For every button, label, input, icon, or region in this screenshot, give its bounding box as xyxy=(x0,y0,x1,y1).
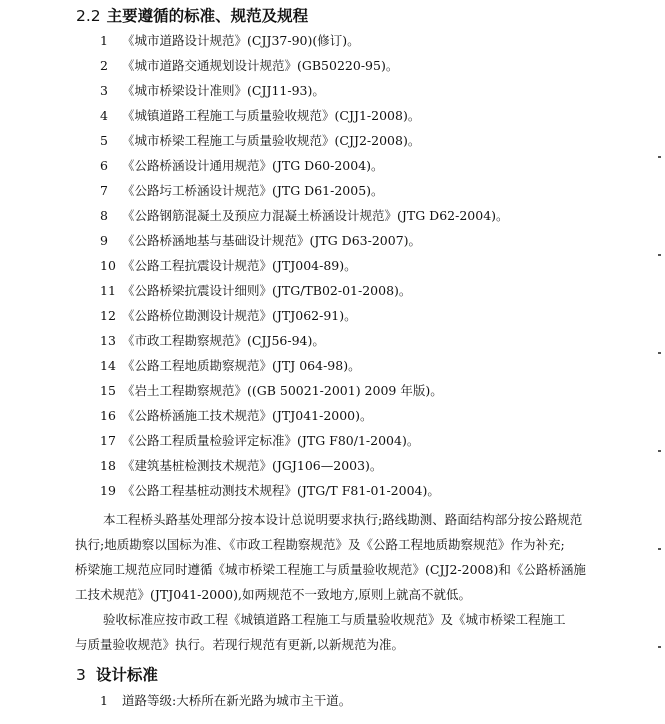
item-number: 12 xyxy=(100,308,116,323)
reference-item xyxy=(100,431,419,451)
item-number: 6 xyxy=(100,158,108,173)
item-number: 4 xyxy=(100,108,108,123)
margin-mark xyxy=(658,646,661,648)
item-number: 10 xyxy=(100,258,116,273)
item-text: 《公路桥涵施工技术规范》(JTJ041-2000)。 xyxy=(122,408,373,423)
paragraph-line: 验收标准应按市政工程《城镇道路工程施工与质量验收规范》及《城市桥梁工程施工 xyxy=(103,612,566,627)
item-number: 8 xyxy=(100,208,108,223)
reference-item xyxy=(100,131,420,151)
item-text: 《公路桥梁抗震设计细则》(JTG/TB02-01-2008)。 xyxy=(122,283,412,298)
section-number: 2.2 xyxy=(76,7,101,25)
item-number: 7 xyxy=(100,183,108,198)
reference-item xyxy=(100,306,357,326)
item-number: 14 xyxy=(100,358,116,373)
item-text: 《城市桥梁设计准则》(CJJ11-93)。 xyxy=(122,83,325,98)
margin-mark xyxy=(658,548,661,550)
reference-item xyxy=(100,106,420,126)
reference-item xyxy=(100,281,411,301)
item-text: 《公路钢筋混凝土及预应力混凝土桥涵设计规范》(JTG D62-2004)。 xyxy=(122,208,509,223)
item-text: 《建筑基桩检测技术规范》(JGJ106—2003)。 xyxy=(122,458,383,473)
reference-item xyxy=(100,206,509,226)
section-number: 3 xyxy=(76,666,86,684)
paragraph-line: 与质量验收规范》执行。若现行规范有更新,以新规范为准。 xyxy=(75,637,404,652)
item-number: 13 xyxy=(100,333,116,348)
item-number: 5 xyxy=(100,133,108,148)
margin-mark xyxy=(658,254,661,256)
item-text: 《市政工程勘察规范》(CJJ56-94)。 xyxy=(122,333,325,348)
item-number: 1 xyxy=(100,693,108,708)
paragraph-line: 执行;地质勘察以国标为准、《市政工程勘察规范》及《公路工程地质勘察规范》作为补充; xyxy=(75,537,565,552)
paragraph-line: 工技术规范》(JTJ041-2000),如两规范不一致地方,原则上就高不就低。 xyxy=(75,587,471,602)
item-number: 1 xyxy=(100,33,108,48)
paragraph-acceptance xyxy=(75,607,600,657)
reference-item xyxy=(100,231,421,251)
item-number: 3 xyxy=(100,83,108,98)
reference-item xyxy=(100,381,443,401)
item-text: 《公路桥涵设计通用规范》(JTG D60-2004)。 xyxy=(122,158,384,173)
section-heading-3 xyxy=(76,662,158,688)
item-number: 18 xyxy=(100,458,116,473)
item-text: 《公路工程地质勘察规范》(JTJ 064-98)。 xyxy=(122,358,361,373)
item-number: 11 xyxy=(100,283,116,298)
item-text: 《公路工程抗震设计规范》(JTJ004-89)。 xyxy=(122,258,357,273)
margin-mark xyxy=(658,156,661,158)
item-text: 道路等级:大桥所在新光路为城市主干道。 xyxy=(122,693,352,708)
item-text: 《公路桥位勘测设计规范》(JTJ062-91)。 xyxy=(122,308,357,323)
reference-item xyxy=(100,481,440,501)
item-text: 《城市道路设计规范》(CJJ37-90)(修订)。 xyxy=(122,33,360,48)
item-number: 19 xyxy=(100,483,116,498)
section-heading-2-2 xyxy=(76,4,308,28)
reference-item xyxy=(100,406,373,426)
reference-item xyxy=(100,356,361,376)
reference-item xyxy=(100,81,325,101)
margin-mark xyxy=(658,352,661,354)
item-number: 17 xyxy=(100,433,116,448)
reference-item xyxy=(100,181,384,201)
item-text: 《公路圬工桥涵设计规范》(JTG D61-2005)。 xyxy=(122,183,384,198)
margin-mark xyxy=(658,450,661,452)
item-number: 15 xyxy=(100,383,116,398)
paragraph-line: 桥梁施工规范应同时遵循《城市桥梁工程施工与质量验收规范》(CJJ2-2008)和《公路桥涵施 xyxy=(75,562,586,577)
reference-item xyxy=(100,31,360,51)
item-text: 《城市桥梁工程施工与质量验收规范》(CJJ2-2008)。 xyxy=(122,133,421,148)
item-text: 《公路工程质量检验评定标准》(JTG F80/1-2004)。 xyxy=(122,433,420,448)
reference-item xyxy=(100,256,357,276)
item-number: 2 xyxy=(100,58,108,73)
reference-item xyxy=(100,56,398,76)
design-standard-item xyxy=(100,690,351,712)
paragraph-implementation xyxy=(75,507,600,607)
item-text: 《公路工程基桩动测技术规程》(JTG/T F81-01-2004)。 xyxy=(122,483,440,498)
item-number: 9 xyxy=(100,233,108,248)
section-title: 设计标准 xyxy=(95,666,158,684)
paragraph-line: 本工程桥头路基处理部分按本设计总说明要求执行;路线勘测、路面结构部分按公路规范 xyxy=(103,512,583,527)
reference-item xyxy=(100,456,382,476)
item-text: 《城市道路交通规划设计规范》(GB50220-95)。 xyxy=(122,58,399,73)
reference-item xyxy=(100,331,325,351)
item-text: 《城镇道路工程施工与质量验收规范》(CJJ1-2008)。 xyxy=(122,108,421,123)
reference-item xyxy=(100,156,384,176)
item-text: 《公路桥涵地基与基础设计规范》(JTG D63-2007)。 xyxy=(122,233,422,248)
section-title: 主要遵循的标准、规范及规程 xyxy=(106,7,309,25)
item-number: 16 xyxy=(100,408,116,423)
item-text: 《岩土工程勘察规范》((GB 50021-2001) 2009 年版)。 xyxy=(122,383,443,398)
